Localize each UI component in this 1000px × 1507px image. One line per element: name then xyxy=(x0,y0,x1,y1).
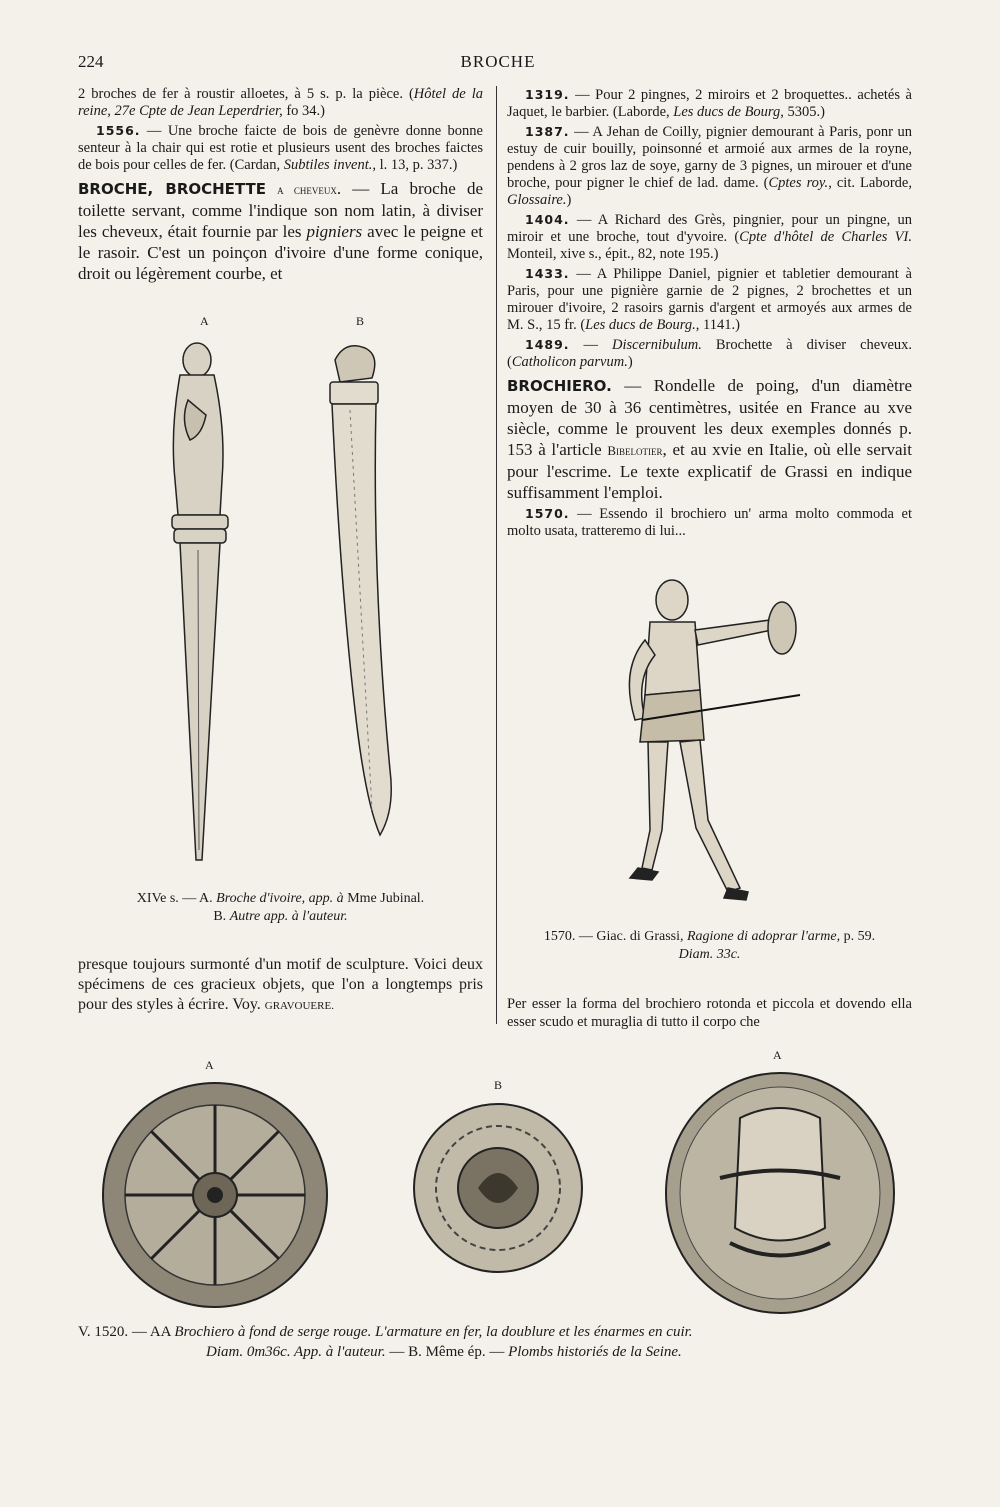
caption-line-1: V. 1520. — AA Brochiero à fond de serge rouge. L'armature en fer, la doublure et les énarmes en cuir. xyxy=(78,1324,693,1340)
figure-label-b: B xyxy=(356,314,365,328)
caption-line-1: XIVe s. — A. Broche d'ivoire, app. à Mme Jubinal. xyxy=(136,891,425,906)
broche-a xyxy=(172,343,228,860)
figure-label-b-center: B xyxy=(494,1078,503,1092)
brochiero-front xyxy=(95,1075,335,1315)
page-header xyxy=(78,52,918,76)
left-column xyxy=(78,86,483,286)
entry-continued: 2 broches de fer à roustir alloetes, à 5 s. p. la pièce. (Hôtel de la reine, 27e Cpte de Jean Leperdrier, fo 34.) xyxy=(78,86,483,119)
broche-illustration xyxy=(140,330,440,870)
page-number: 224 xyxy=(78,52,104,71)
figure-label-a-left: A xyxy=(205,1058,214,1072)
running-title: BROCHE xyxy=(460,52,536,71)
brochiero-b xyxy=(408,1098,588,1278)
figure-caption-fencer xyxy=(507,928,912,964)
entry-1319: 1319. — Pour 2 pingnes, 2 miroirs et 2 broquettes.. achetés à Jaquet, le barbier. (Laborde, Les ducs de Bourg, 5305.) xyxy=(507,87,912,120)
brochiero-back xyxy=(660,1068,900,1323)
column-rule xyxy=(496,86,497,1024)
right-continuation: Per esser la forma del brochiero rotonda et piccola et dovendo ella esser scudo et muraglia di tutto il corpo che xyxy=(507,996,912,1030)
caption-line-2: B. Autre app. à l'auteur. xyxy=(213,909,348,924)
caption-line-1: 1570. — Giac. di Grassi, Ragione di adoprar l'arme, p. 59. xyxy=(543,929,876,944)
entry-1556: 1556. — Une broche faicte de bois de genèvre donne bonne senteur à la chair qui est rotie et plusieurs usent des broches faictes de bois pour celles de fer. (Cardan, Subtiles invent., l. 13, p. 337.) xyxy=(78,123,483,173)
bottom-figure-caption xyxy=(78,1322,918,1362)
caption-line-2: Diam. 0m36c. App. à l'auteur. — B. Même ép. — Plombs historiés de la Seine. xyxy=(206,1344,682,1360)
figure-label-a-right: A xyxy=(773,1048,782,1062)
broche-b xyxy=(330,346,391,835)
headword-broche: BROCHE, BROCHETTE a cheveux. — La broche de toilette servant, comme l'indique son nom latin, à diviser les cheveux, était fournie par les pigniers avec le peigne et le rasoir. C'est un poinçon d'ivoire d'une forme conique, droit ou légèrement courbe, et xyxy=(78,179,483,283)
right-column xyxy=(507,86,912,542)
headword-brochiero: BROCHIERO. — Rondelle de poing, d'un diamètre moyen de 30 à 36 centimètres, usitée en France au xve siècle, comme le prouvent les deux exemples donnés p. 153 à l'article Bibelotier, et au xvie en Italie, où elle servait pour l'escrime. Le texte explicatif de Grassi en indique suffisamment l'emploi. xyxy=(507,376,912,502)
entry-1433: 1433. — A Philippe Daniel, pignier et tabletier demourant à Paris, pour une pignière garnie de 2 pignes, 2 brochettes et un mirouer d'ivoire, 2 rasoirs garnis d'argent et armoyés aux armes de M. S., 15 fr. (Les ducs de Bourg., 1141.) xyxy=(507,266,912,333)
left-continuation: presque toujours surmonté d'un motif de sculpture. Voici deux spécimens de ces gracieux objets, que l'on a longtemps pris pour des styles à écrire. Voy. GRAVOUERE. xyxy=(78,956,483,1013)
entry-1489: 1489. — Discernibulum. Brochette à diviser cheveux. (Catholicon parvum.) xyxy=(507,337,912,370)
figure-label-a: A xyxy=(200,314,209,328)
caption-line-2: Diam. 33c. xyxy=(678,947,741,962)
figure-caption-broche xyxy=(78,890,483,926)
entry-1570: 1570. — Essendo il brochiero un' arma molto commoda et molto usata, tratteremo di lui... xyxy=(507,506,912,539)
entry-1387: 1387. — A Jehan de Coilly, pignier demourant à Paris, ponr un estuy de cuir bouilly, poinsonné et armoié aux armes de la royne, pendens à 2 gros laz de soye, garny de 3 pignes, un mirouer et d'une broche, pour pigner le chief de lad. dame. (Cptes roy., cit. Laborde, Glossaire.) xyxy=(507,124,912,208)
entry-1404: 1404. — A Richard des Grès, pingnier, pour un pingne, un miroir et une broche, tout d'yvoire. (Cpte d'hôtel de Charles VI. Monteil, xive s., épit., 82, note 195.) xyxy=(507,212,912,262)
fencer-illustration xyxy=(600,570,840,910)
